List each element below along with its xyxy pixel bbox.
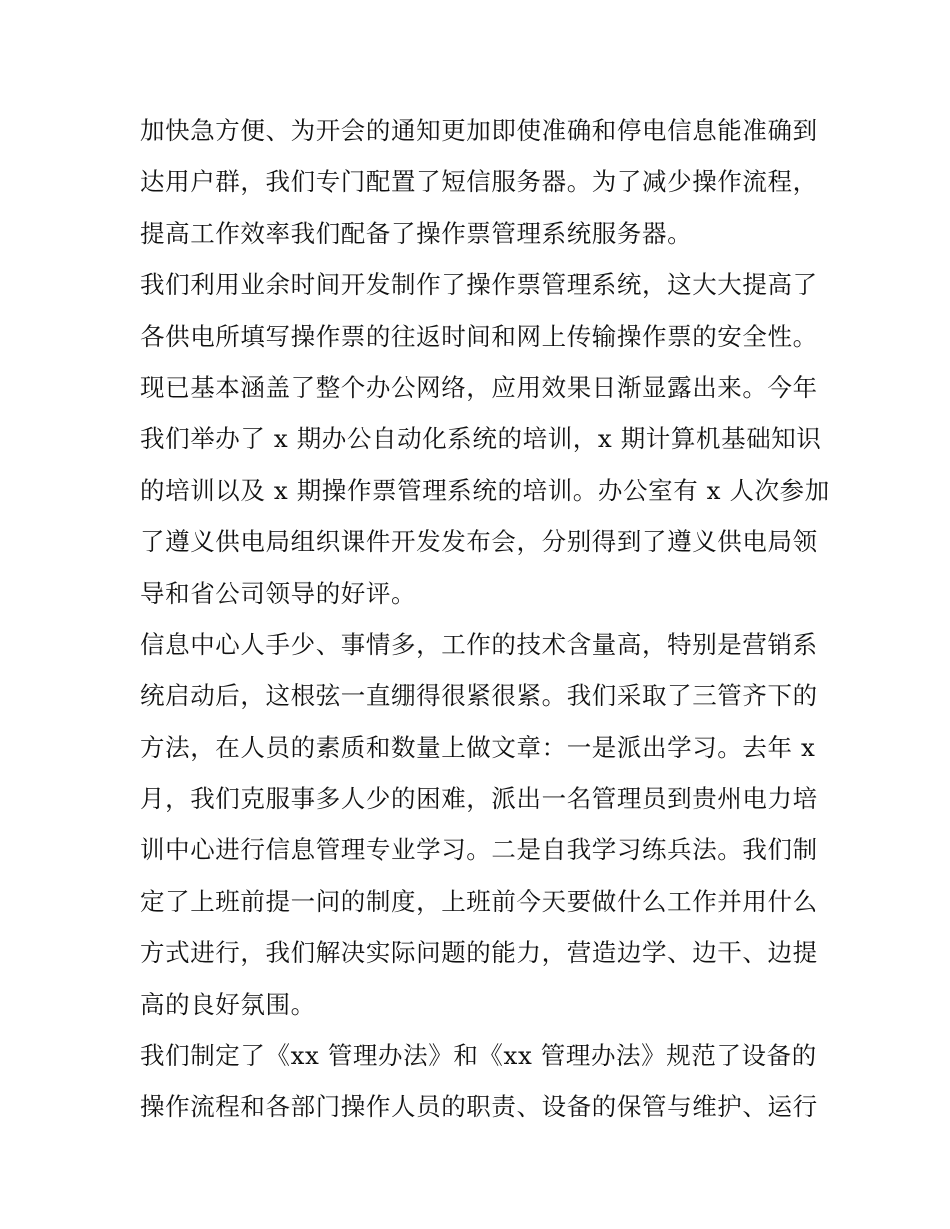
- text-line: 操作流程和各部门操作人员的职责、设备的保管与维护、运行: [140, 1092, 818, 1122]
- text-line: 导和省公司领导的好评。: [140, 578, 417, 608]
- text-line: 信息中心人手少、事情多，工作的技术含量高，特别是营销系: [140, 629, 818, 659]
- text-line: 方法，在人员的素质和数量上做文章：一是派出学习。去年 x: [140, 732, 816, 762]
- text-line: 我们举办了 x 期办公自动化系统的培训，x 期计算机基础知识: [140, 424, 822, 454]
- document-body: [140, 105, 830, 1133]
- text-line: 方式进行，我们解决实际问题的能力，营造边学、边干、边提: [140, 938, 818, 968]
- text-line: 各供电所填写操作票的往返时间和网上传输操作票的安全性。: [140, 321, 818, 351]
- text-line: 加快急方便、为开会的通知更加即使准确和停电信息能准确到: [140, 116, 818, 145]
- text-line: 高的良好氛围。: [140, 989, 316, 1019]
- text-line: 定了上班前提一问的制度，上班前今天要做什么工作并用什么: [140, 886, 818, 916]
- text-line: 现已基本涵盖了整个办公网络，应用效果日渐显露出来。今年: [140, 372, 818, 402]
- text-line: 的培训以及 x 期操作票管理系统的培训。办公室有 x 人次参加: [140, 475, 830, 505]
- text-line: 达用户群，我们专门配置了短信服务器。为了减少操作流程，: [140, 167, 818, 197]
- text-line: 我们利用业余时间开发制作了操作票管理系统，这大大提高了: [140, 270, 818, 300]
- text-line: 我们制定了《xx 管理办法》和《xx 管理办法》规范了设备的: [140, 1041, 817, 1071]
- text-line: 训中心进行信息管理专业学习。二是自我学习练兵法。我们制: [140, 835, 818, 865]
- text-line: 月，我们克服事多人少的困难，派出一名管理员到贵州电力培: [140, 784, 818, 814]
- text-line: 提高工作效率我们配备了操作票管理系统服务器。: [140, 218, 693, 248]
- text-line: 统启动后，这根弦一直绷得很紧很紧。我们采取了三管齐下的: [140, 681, 818, 711]
- text-line: 了遵义供电局组织课件开发发布会，分别得到了遵义供电局领: [140, 527, 818, 557]
